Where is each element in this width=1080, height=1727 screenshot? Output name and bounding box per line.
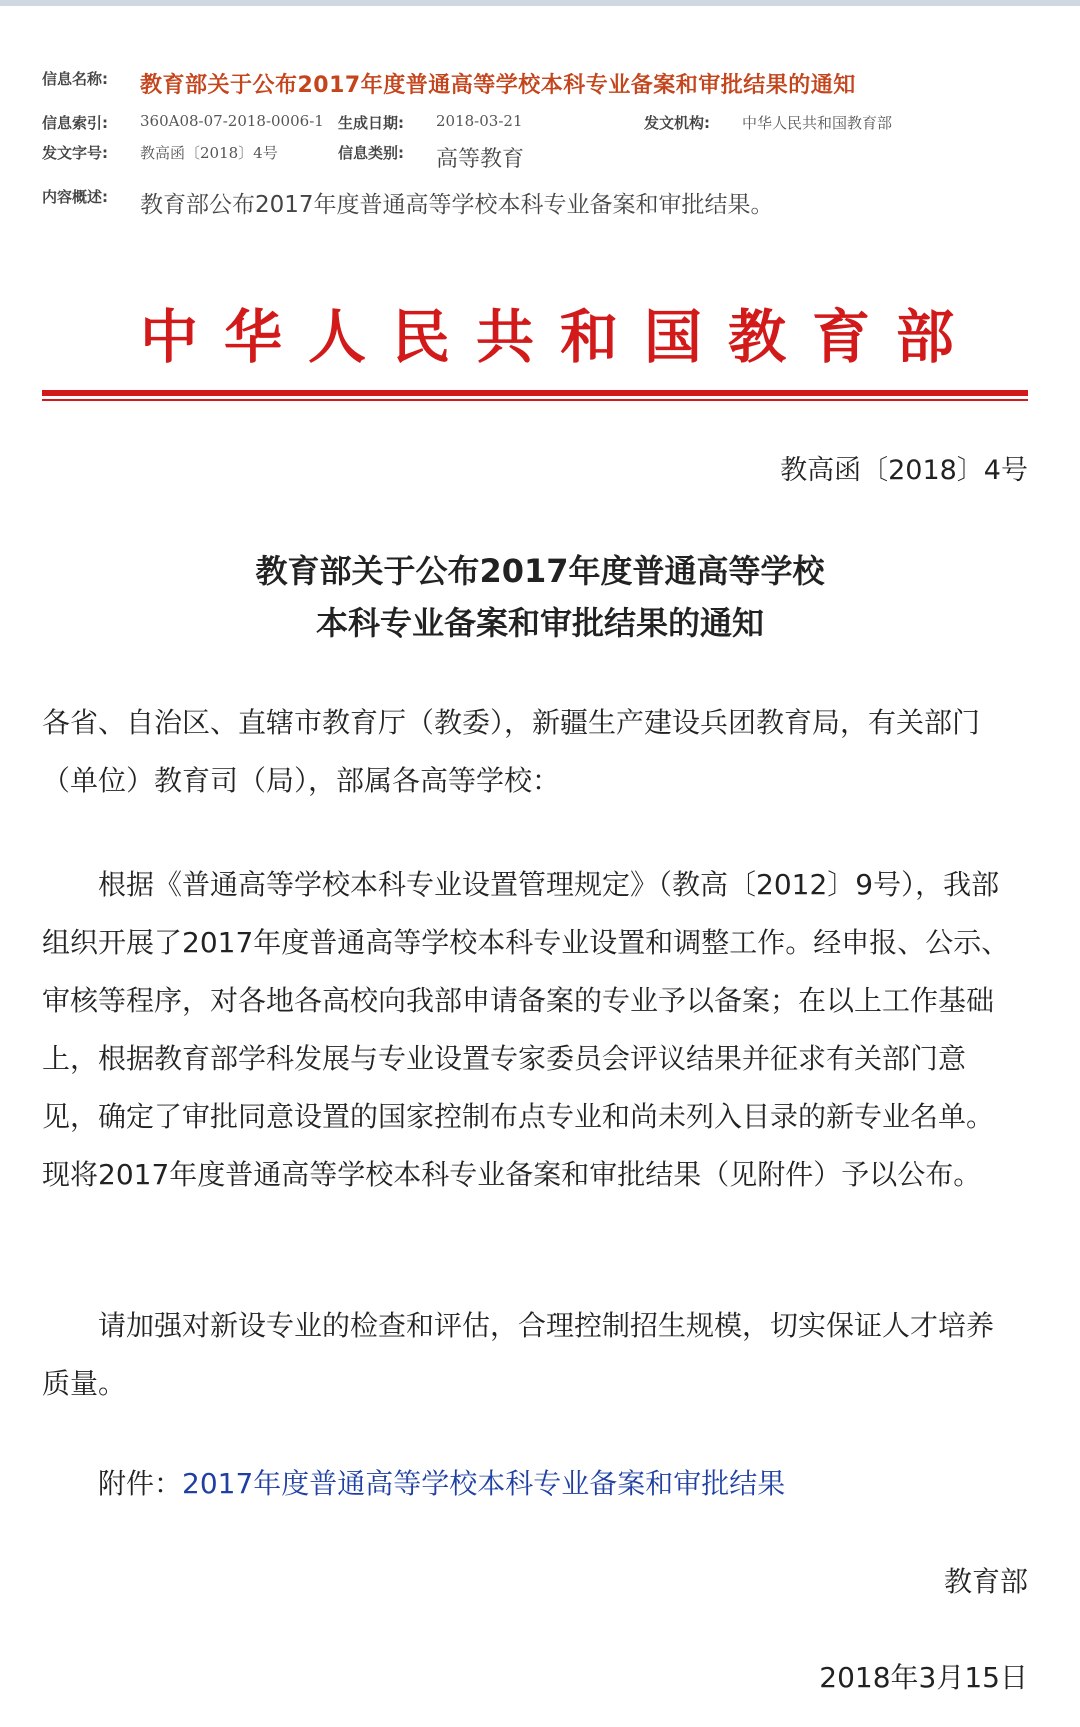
info-name-value: 教育部关于公布2017年度普通高等学校本科专业备案和审批结果的通知 [140, 73, 856, 98]
summary-label: 内容概述: [42, 188, 108, 206]
info-index-value: 360A08-07-2018-0006-1 [140, 112, 324, 130]
info-index-label: 信息索引: [42, 114, 108, 132]
document-title-line-1: 教育部关于公布2017年度普通高等学校 [255, 552, 825, 590]
attachment-link[interactable]: 2017年度普通高等学校本科专业备案和审批结果 [182, 1467, 786, 1500]
category-label: 信息类别: [338, 144, 404, 162]
doc-number-label: 发文字号: [42, 144, 108, 162]
signature: 教育部 [943, 1565, 1028, 1598]
issue-date: 2018年3月15日 [819, 1661, 1028, 1694]
document-metadata [0, 0, 1080, 230]
info-name-label: 信息名称: [42, 70, 108, 88]
document-title-line-2: 本科专业备案和审批结果的通知 [315, 604, 764, 642]
created-date-value: 2018-03-21 [436, 112, 523, 130]
summary-value: 教育部公布2017年度普通高等学校本科专业备案和审批结果。 [140, 192, 774, 218]
attachment-line [98, 1462, 785, 1502]
masthead-rule-thick [42, 390, 1028, 396]
issuer-value: 中华人民共和国教育部 [742, 114, 893, 132]
issuer-label: 发文机构: [644, 114, 710, 132]
salutation: 各省、自治区、直辖市教育厅（教委），新疆生产建设兵团教育局，有关部门（单位）教育司（局），部属各高等学校： [42, 706, 981, 797]
created-date-label: 生成日期: [338, 114, 404, 132]
category-value: 高等教育 [436, 147, 525, 172]
doc-number-meta-value: 教高函〔2018〕4号 [140, 144, 278, 162]
document-number: 教高函〔2018〕4号 [780, 455, 1028, 486]
masthead-rule-thin [42, 399, 1028, 401]
ministry-masthead: 中华人民共和国教育部 [139, 303, 980, 371]
attachment-label: 附件： [98, 1467, 183, 1500]
body-paragraph-2: 请加强对新设专业的检查和评估，合理控制招生规模，切实保证人才培养质量。 [42, 1309, 995, 1400]
body-paragraph-1: 根据《普通高等学校本科专业设置管理规定》（教高〔2012〕9号），我部组织开展了2017年度普通高等学校本科专业设置和调整工作。经申报、公示、审核等程序，对各地各高校向我部申请备案的专业予以备案；在以上工作基础上，根据教育部学科发展与专业设置专家委员会评议结果并征求有关部门意见，确定了审批同意设置的国家控制布点专业和尚未列入目录的新专业名单。现将2017年度普通高等学校本科专业备案和审批结果（见附件）予以公布。 [42, 868, 1010, 1191]
